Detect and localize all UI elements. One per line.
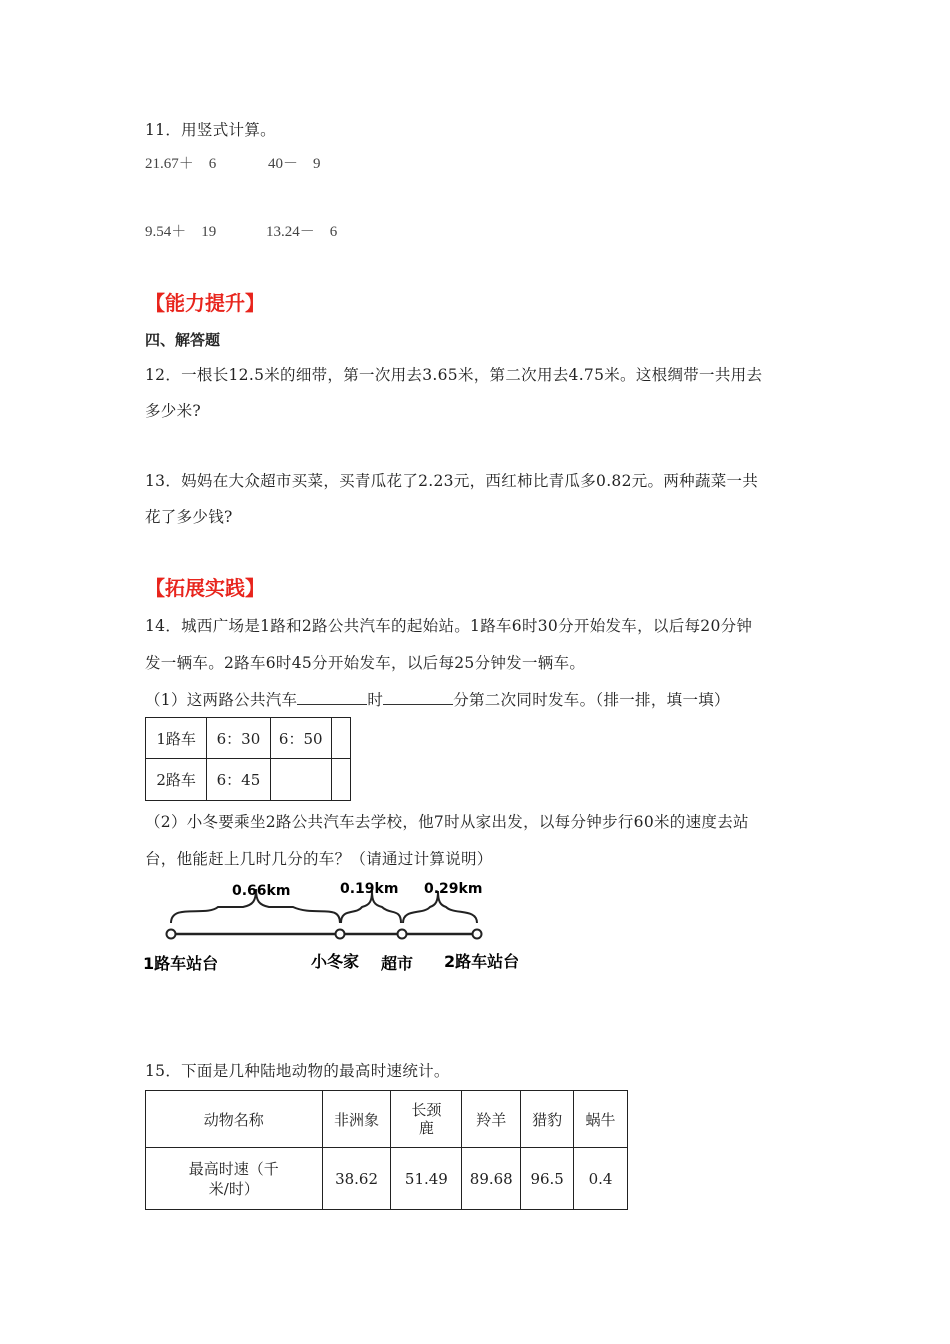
q11-expr-4: 13.24－ 6 (266, 224, 338, 240)
header-cell: 非洲象 (322, 1091, 391, 1148)
q14-line1: 14．城西广场是1路和2路公共汽车的起始站。1路车6时30分开始发车，以后每20分钟 (145, 617, 753, 635)
value-cell: 0.4 (574, 1148, 628, 1210)
section-heading-ability: 【能力提升】 (145, 291, 265, 315)
point-bus2 (473, 930, 482, 939)
distance-diagram (140, 875, 540, 980)
header-cell: 蜗牛 (574, 1091, 628, 1148)
schedule-cell: 2路车 (146, 759, 207, 801)
schedule-cell: 6：45 (207, 759, 270, 801)
value-cell: 38.62 (322, 1148, 391, 1210)
value-cell: 96.5 (521, 1148, 574, 1210)
distance-label-3: 0.29km (424, 881, 483, 897)
schedule-cell: 1路车 (146, 718, 207, 759)
minute-blank[interactable] (383, 690, 453, 705)
value-cell: 89.68 (462, 1148, 521, 1210)
header-cell-text: 长颈鹿 (411, 1101, 442, 1137)
header-cell: 猎豹 (521, 1091, 574, 1148)
q11-expr-1: 21.67＋ 6 (145, 156, 217, 172)
bus-schedule-table (145, 717, 351, 801)
schedule-cell: 6：30 (207, 718, 270, 759)
q14-line2: 发一辆车。2路车6时45分开始发车，以后每25分钟发一辆车。 (145, 654, 586, 672)
place-label-bus1: 1路车站台 (143, 954, 219, 973)
q13-line2: 花了多少钱? (145, 508, 233, 526)
q14-sub2-line1: （2）小冬要乘坐2路公共汽车去学校，他7时从家出发，以每分钟步行60米的速度去站 (145, 813, 749, 831)
header-cell (391, 1091, 462, 1148)
part-heading: 四、解答题 (145, 331, 221, 349)
q14-sub2-line2: 台，他能赶上几时几分的车？（请通过计算说明） (145, 850, 493, 868)
distance-label-2: 0.19km (340, 881, 399, 897)
q13-line1: 13．妈妈在大众超市买菜，买青瓜花了2.23元，西红柿比青瓜多0.82元。两种蔬菜一共 (145, 472, 759, 490)
q12-line1: 12．一根长12.5米的细带，第一次用去3.65米，第二次用去4.75米。这根绸带一共用去 (145, 366, 763, 384)
section-heading-practice: 【拓展实践】 (145, 576, 265, 600)
q12-line2: 多少米? (145, 402, 202, 420)
q11-expr-2: 40－ 9 (268, 156, 321, 172)
row-label-cell (146, 1148, 323, 1210)
q14-sub1 (145, 688, 730, 710)
q15-title: 15．下面是几种陆地动物的最高时速统计。 (145, 1062, 450, 1080)
value-cell: 51.49 (391, 1148, 462, 1210)
q14-sub1-text-c: 分第二次同时发车。（排一排，填一填） (453, 691, 730, 709)
hour-blank[interactable] (297, 690, 367, 705)
point-bus1 (167, 930, 176, 939)
q14-sub1-text-b: 时 (367, 691, 384, 709)
place-label-market: 超市 (381, 954, 414, 973)
animal-speed-table (145, 1090, 628, 1210)
distance-label-1: 0.66km (232, 883, 291, 899)
q11-title: 11．用竖式计算。 (145, 121, 276, 139)
row-label-text: 最高时速（千米/时） (188, 1159, 279, 1198)
header-cell: 动物名称 (146, 1091, 323, 1148)
place-label-bus2: 2路车站台 (444, 952, 520, 971)
place-label-home: 小冬家 (311, 952, 360, 971)
point-market (398, 930, 407, 939)
schedule-cell[interactable] (331, 759, 350, 801)
header-cell: 羚羊 (462, 1091, 521, 1148)
schedule-cell[interactable] (270, 759, 331, 801)
point-home (336, 930, 345, 939)
schedule-cell: 6：50 (270, 718, 331, 759)
schedule-cell[interactable] (331, 718, 350, 759)
q11-expr-3: 9.54＋ 19 (145, 224, 217, 240)
q14-sub1-text-a: （1）这两路公共汽车 (145, 691, 298, 709)
